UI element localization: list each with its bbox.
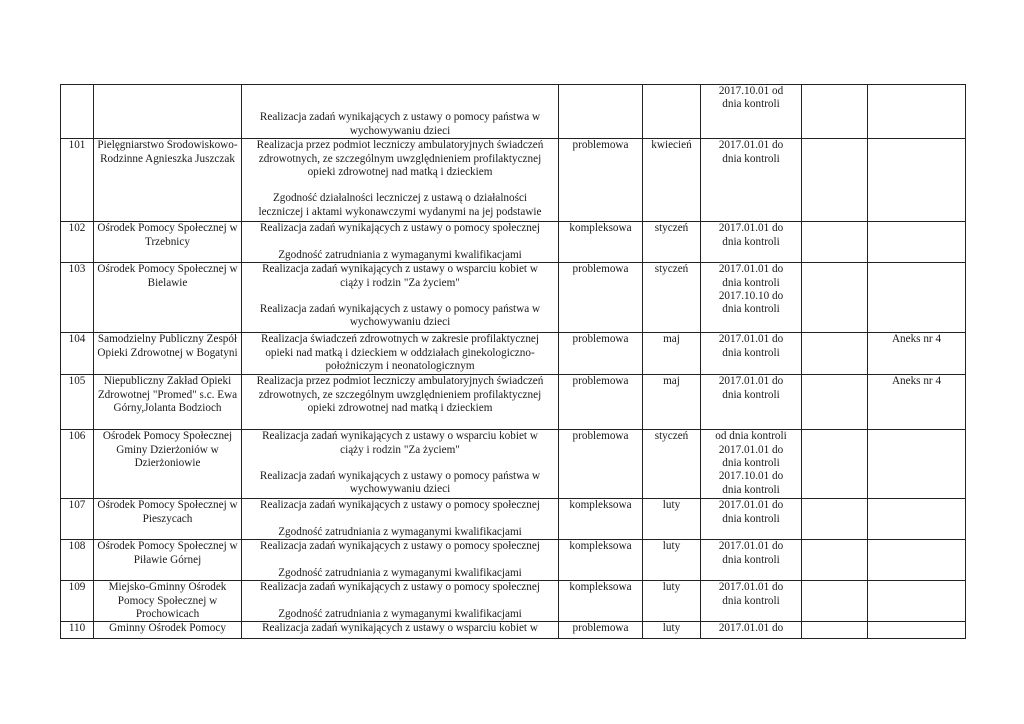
entity-name-cell: Niepubliczny Zakład Opieki Zdrowotnej "Promed" s.c. Ewa Górny,Jolanta Bodzioch <box>94 375 242 430</box>
entity-name-cell: Ośrodek Pomocy Społecznej w Trzebnicy <box>94 222 242 263</box>
entity-name-cell: Miejsko-Gminny Ośrodek Pomocy Społecznej w Prochowicach <box>94 581 242 622</box>
scope-text-line: Zgodność zatrudniania z wymaganymi kwalifikacjami <box>278 566 522 579</box>
scope-text-line: zdrowotnych, ze szczególnym uwzględnieniem profilaktycznej <box>258 388 542 401</box>
inspection-period-cell <box>701 222 802 263</box>
scope-gap <box>244 513 556 526</box>
inspection-period-cell <box>701 85 802 139</box>
row-number-cell: 110 <box>61 622 94 639</box>
entity-name-cell: Ośrodek Pomocy Społecznej Gminy Dzierżoniów w Dzierżoniowie <box>94 430 242 499</box>
inspection-month-cell: styczeń <box>643 263 701 333</box>
period-text-line: 2017.01.01 do <box>718 375 784 388</box>
table-body <box>61 85 966 639</box>
period-text-line: dnia kontroli <box>722 594 780 607</box>
inspection-type-cell: problemowa <box>559 263 643 333</box>
inspection-type-cell: problemowa <box>559 375 643 430</box>
scope-gap <box>244 457 556 470</box>
period-text-line: 2017.01.01 do <box>718 540 784 553</box>
period-text-line: dnia kontroli <box>722 303 780 316</box>
scope-text-line: wychowywaniu dzieci <box>349 316 451 329</box>
inspection-scope-cell <box>242 263 559 333</box>
scope-text-line: ciąży i rodzin "Za życiem" <box>340 276 460 289</box>
period-text-line: 2017.01.01 do <box>718 443 784 456</box>
inspection-period-cell <box>701 139 802 222</box>
table-row <box>61 540 966 581</box>
scope-text-line: leczniczej i aktami wykonawczymi wydanymi na jej podstawie <box>258 205 542 218</box>
table-row <box>61 222 966 263</box>
inspection-month-cell: kwiecień <box>643 139 701 222</box>
period-text-line: dnia kontroli <box>722 483 780 496</box>
scope-text-line: Realizacja zadań wynikających z ustawy o pomocy państwa w <box>259 111 541 124</box>
scope-text-line: opieki zdrowotnej nad matką i dzieckiem <box>307 402 493 415</box>
notes-cell <box>868 263 966 333</box>
inspection-plan-table <box>60 84 966 639</box>
entity-name-cell <box>94 85 242 139</box>
inspection-scope-cell <box>242 333 559 375</box>
scope-text-line: Realizacja zadań wynikających z ustawy o pomocy społecznej <box>260 540 540 553</box>
inspection-scope-cell <box>242 430 559 499</box>
notes-cell <box>868 222 966 263</box>
notes-cell <box>868 622 966 639</box>
scope-text-line: Zgodność działalności leczniczej z ustawą o działalności <box>272 192 528 205</box>
period-text-line: 2017.01.01 do <box>718 622 784 635</box>
empty-cell <box>802 581 868 622</box>
inspection-scope-cell <box>242 85 559 139</box>
inspection-type-cell: problemowa <box>559 139 643 222</box>
inspection-month-cell: styczeń <box>643 222 701 263</box>
empty-cell <box>802 333 868 375</box>
empty-cell <box>802 85 868 139</box>
period-text-line: dnia kontroli <box>722 98 780 111</box>
inspection-type-cell <box>559 85 643 139</box>
scope-gap <box>244 290 556 303</box>
scope-gap <box>244 236 556 249</box>
notes-cell <box>868 85 966 139</box>
empty-cell <box>802 139 868 222</box>
scope-gap <box>244 554 556 567</box>
notes-cell <box>868 333 966 375</box>
empty-cell <box>802 540 868 581</box>
notes-cell <box>868 581 966 622</box>
scope-text-line: wychowywaniu dzieci <box>349 483 451 496</box>
period-text-line: 2017.01.01 do <box>718 581 784 594</box>
scope-gap <box>244 179 556 192</box>
scope-text-line: zdrowotnych, ze szczególnym uwzględnieniem profilaktycznej <box>258 152 542 165</box>
inspection-period-cell <box>701 499 802 540</box>
notes-text: Aneks nr 4 <box>891 375 942 388</box>
inspection-period-cell <box>701 581 802 622</box>
table-row <box>61 85 966 139</box>
inspection-scope-cell <box>242 581 559 622</box>
inspection-type-cell: kompleksowa <box>559 499 643 540</box>
inspection-month-cell: luty <box>643 581 701 622</box>
row-number-cell: 104 <box>61 333 94 375</box>
period-text-line: dnia kontroli <box>722 346 780 359</box>
period-text-line: dnia kontroli <box>722 457 780 470</box>
scope-text-line: Zgodność zatrudniania z wymaganymi kwalifikacjami <box>278 607 522 620</box>
table-row <box>61 622 966 639</box>
empty-cell <box>802 375 868 430</box>
scope-text-line: Realizacja zadań wynikających z ustawy o pomocy społecznej <box>260 499 540 512</box>
scope-text-line: Realizacja zadań wynikających z ustawy o pomocy społecznej <box>260 581 540 594</box>
period-text-line: 2017.10.10 do <box>718 290 784 303</box>
period-text-line: 2017.01.01 do <box>718 333 784 346</box>
inspection-scope-cell <box>242 499 559 540</box>
inspection-month-cell: maj <box>643 375 701 430</box>
row-number-cell: 102 <box>61 222 94 263</box>
period-text-line: dnia kontroli <box>722 553 780 566</box>
notes-cell <box>868 540 966 581</box>
inspection-period-cell <box>701 333 802 375</box>
period-text-line: dnia kontroli <box>722 276 780 289</box>
inspection-type-cell: kompleksowa <box>559 540 643 581</box>
table-row <box>61 499 966 540</box>
inspection-month-cell: luty <box>643 499 701 540</box>
period-text-line: 2017.10.01 od <box>718 85 784 97</box>
inspection-type-cell: problemowa <box>559 430 643 499</box>
scope-text-line: Zgodność zatrudniania z wymaganymi kwalifikacjami <box>278 248 522 261</box>
scope-text-line <box>244 85 556 98</box>
notes-cell <box>868 430 966 499</box>
notes-cell <box>868 139 966 222</box>
empty-cell <box>802 499 868 540</box>
notes-cell <box>868 499 966 540</box>
table-row <box>61 581 966 622</box>
period-text-line: 2017.01.01 do <box>718 499 784 512</box>
inspection-period-cell <box>701 622 802 639</box>
scope-text-line: położniczym i neonatologicznym <box>325 360 475 373</box>
row-number-cell: 108 <box>61 540 94 581</box>
row-number-cell <box>61 85 94 139</box>
inspection-scope-cell <box>242 622 559 639</box>
scope-text-line: ciąży i rodzin "Za życiem" <box>340 443 460 456</box>
scope-text-line: Realizacja świadczeń zdrowotnych w zakresie profilaktycznej <box>261 333 539 346</box>
inspection-scope-cell <box>242 222 559 263</box>
period-text-line: dnia kontroli <box>722 152 780 165</box>
period-text-line: 2017.01.01 do <box>718 222 784 235</box>
inspection-month-cell: luty <box>643 540 701 581</box>
period-text-line: dnia kontroli <box>722 512 780 525</box>
entity-name-cell: Ośrodek Pomocy Społecznej w Pieszycach <box>94 499 242 540</box>
period-text-line: 2017.01.01 do <box>718 263 784 276</box>
row-number-cell: 103 <box>61 263 94 333</box>
row-number-cell: 101 <box>61 139 94 222</box>
table-row <box>61 263 966 333</box>
table-row <box>61 375 966 430</box>
inspection-scope-cell <box>242 540 559 581</box>
scope-text-line: Realizacja zadań wynikających z ustawy o pomocy państwa w <box>259 470 541 483</box>
scope-gap <box>244 98 556 111</box>
scope-text-line: Realizacja zadań wynikających z ustawy o wsparciu kobiet w <box>262 430 538 443</box>
period-text-line: dnia kontroli <box>722 388 780 401</box>
empty-cell <box>802 622 868 639</box>
notes-cell <box>868 375 966 430</box>
notes-text: Aneks nr 4 <box>891 333 942 346</box>
scope-text-line: opieki nad matką i dzieckiem w oddziałach ginekologiczno- <box>265 346 535 359</box>
scope-text-line: Realizacja zadań wynikających z ustawy o wsparciu kobiet w <box>262 263 538 276</box>
inspection-scope-cell <box>242 139 559 222</box>
inspection-type-cell: kompleksowa <box>559 581 643 622</box>
entity-name-cell: Ośrodek Pomocy Społecznej w Piławie Górnej <box>94 540 242 581</box>
row-number-cell: 105 <box>61 375 94 430</box>
scope-text-line: wychowywaniu dzieci <box>349 124 451 137</box>
period-text-line: dnia kontroli <box>722 235 780 248</box>
scope-text-line: Realizacja zadań wynikających z ustawy o wsparciu kobiet w <box>262 622 538 635</box>
row-number-cell: 107 <box>61 499 94 540</box>
scope-text-line: Realizacja zadań wynikających z ustawy o pomocy państwa w <box>259 303 541 316</box>
inspection-type-cell: kompleksowa <box>559 222 643 263</box>
inspection-month-cell: maj <box>643 333 701 375</box>
inspection-period-cell <box>701 375 802 430</box>
period-text-line: od dnia kontroli <box>715 430 787 443</box>
inspection-period-cell <box>701 540 802 581</box>
scope-text-line: Realizacja przez podmiot leczniczy ambulatoryjnych świadczeń <box>256 375 544 388</box>
table-row <box>61 139 966 222</box>
period-text-line: 2017.10.01 do <box>718 470 784 483</box>
empty-cell <box>802 222 868 263</box>
scope-text-line: opieki zdrowotnej nad matką i dzieckiem <box>307 166 493 179</box>
table-row <box>61 430 966 499</box>
scope-gap <box>244 595 556 608</box>
empty-cell <box>802 263 868 333</box>
inspection-scope-cell <box>242 375 559 430</box>
row-number-cell: 106 <box>61 430 94 499</box>
inspection-type-cell: problemowa <box>559 333 643 375</box>
row-number-cell: 109 <box>61 581 94 622</box>
entity-name-cell: Pielęgniarstwo Środowiskowo-Rodzinne Agnieszka Juszczak <box>94 139 242 222</box>
inspection-month-cell <box>643 85 701 139</box>
table-row <box>61 333 966 375</box>
scope-text-line: Zgodność zatrudniania z wymaganymi kwalifikacjami <box>278 525 522 538</box>
inspection-period-cell <box>701 263 802 333</box>
inspection-month-cell: styczeń <box>643 430 701 499</box>
scope-text-line: Realizacja przez podmiot leczniczy ambulatoryjnych świadczeń <box>256 139 544 152</box>
inspection-month-cell: luty <box>643 622 701 639</box>
entity-name-cell: Gminny Ośrodek Pomocy <box>94 622 242 639</box>
period-text-line: 2017.01.01 do <box>718 139 784 152</box>
scope-text-line: Realizacja zadań wynikających z ustawy o pomocy społecznej <box>260 222 540 235</box>
entity-name-cell: Samodzielny Publiczny Zespół Opieki Zdrowotnej w Bogatyni <box>94 333 242 375</box>
entity-name-cell: Ośrodek Pomocy Społecznej w Bielawie <box>94 263 242 333</box>
inspection-type-cell: problemowa <box>559 622 643 639</box>
inspection-period-cell <box>701 430 802 499</box>
empty-cell <box>802 430 868 499</box>
